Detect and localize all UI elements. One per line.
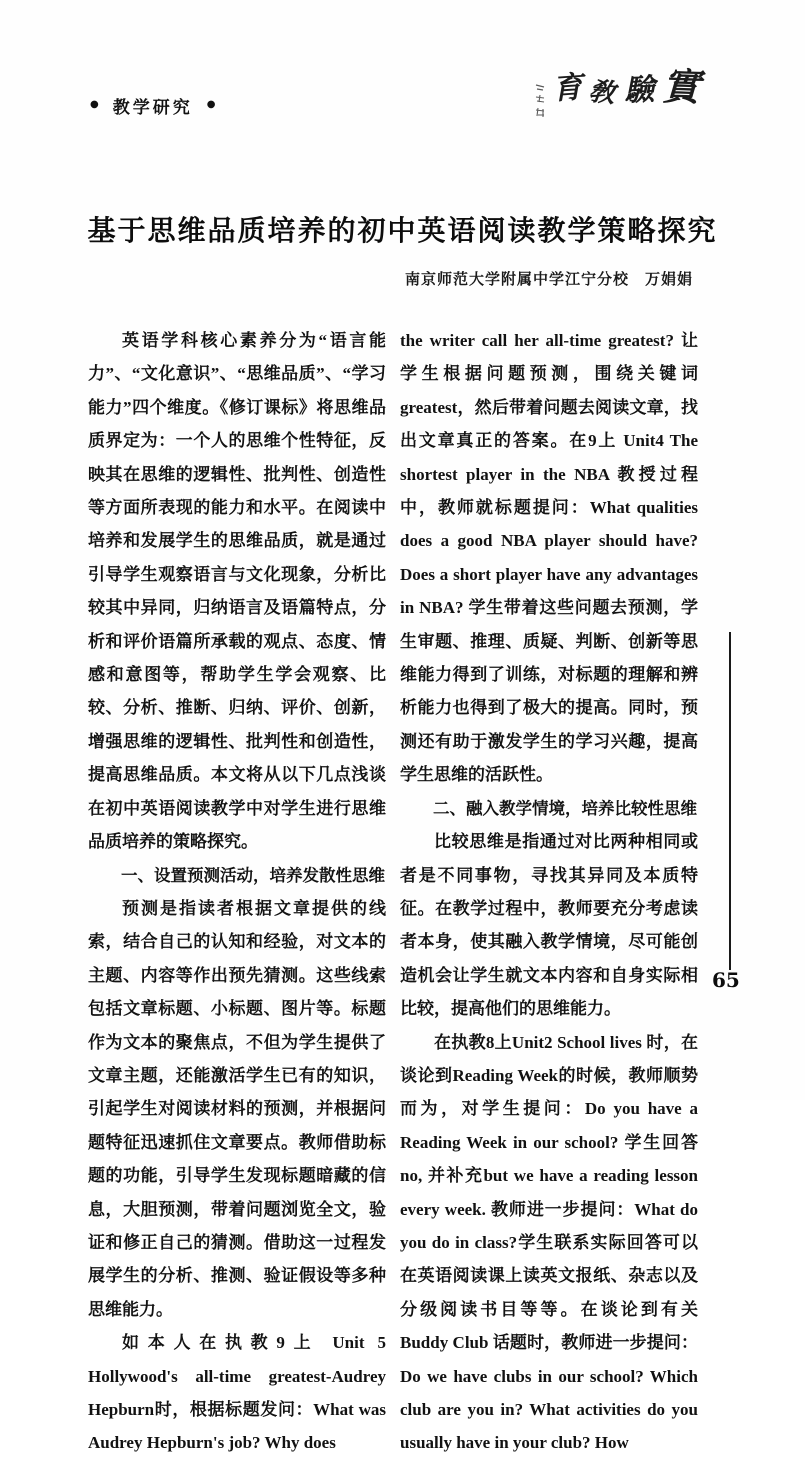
calligraphy-signature-marks-icon — [534, 82, 546, 127]
paragraph: 预测是指读者根据文章提供的线索，结合自己的认知和经验，对文本的主题、内容等作出预先猜测。这些线索包括文章标题、小标题、图片等。标题作为文本的聚焦点，不但为学生提供了文章主题，还能激活学生已有的知识，引起学生对阅读材料的预测，并根据问题特征迅速抓住文章要点。教师借助标题的功能，引导学生发现标题暗藏的信息，大胆预测，带着问题浏览全文，验证和修正自己的猜测。借助这一过程发展学生的分析、推测、验证假设等多种思维能力。 — [88, 898, 386, 1319]
calligraphy-char: 實 — [661, 63, 701, 110]
paragraph: 在执教8上Unit2 School lives 时，在谈论到Reading Week的时候，教师顺势而为，对学生提问：Do you have a Reading Week in our school? 学生回答no, 并补充but we have a reading lesson every week. 教师进一步提问：What do you do in class?学生联系实际回答可以在英语阅读课上读英文报纸、杂志以及分级阅读书目等等。在谈论到有关Buddy Club 话题时，教师进一步提问：Do we have clubs in our school? Which club are you in? What activities do you usually have in your club? How — [400, 1032, 698, 1453]
section-tag — [90, 93, 215, 118]
left-column — [88, 324, 386, 1460]
article-body — [88, 324, 698, 1460]
page-number: 65 — [712, 968, 740, 992]
calligraphy-char: 育 — [551, 69, 584, 107]
calligraphy-char: 敎 — [587, 76, 617, 110]
bullet-icon: ● — [206, 99, 216, 110]
section-heading: 一、设置预测活动，培养发散性思维 — [121, 865, 385, 885]
author-byline: 南京师范大学附属中学江宁分校 万娟娟 — [404, 272, 693, 288]
paragraph: 如本人在执教9上 Unit 5 Hollywood's all-time greatest-Audrey Hepburn时，根据标题发问：What was Audrey Hepburn's job? Why does — [88, 1333, 386, 1453]
paragraph: 比较思维是指通过对比两种相同或者是不同事物，寻找其异同及本质特征。在教学过程中，教师要充分考虑读者本身，使其融入教学情境，尽可能创造机会让学生就文本内容和自身实际相比较，提高他们的思维能力。 — [400, 832, 698, 1019]
bullet-icon: ● — [90, 99, 99, 110]
journal-calligraphy-logo — [534, 63, 709, 134]
section-label: 教学研究 — [112, 98, 193, 118]
section-heading: 二、融入教学情境，培养比较性思维 — [433, 798, 697, 818]
paragraph: 英语学科核心素养分为“语言能力”、“文化意识”、“思维品质”、“学习能力”四个维度。《修订课标》将思维品质界定为：一个人的思维个性特征，反映其在思维的逻辑性、批判性、创造性等方面所表现的能力和水平。在阅读中培养和发展学生的思维品质，就是通过引导学生观察语言与文化现象，分析比较其中异同，归纳语言及语篇特点，分析和评价语篇所承载的观点、态度、情感和意图等，帮助学生学会观察、比较、分析、推断、归纳、评价、创新，增强思维的逻辑性、批判性和创造性，提高思维品质。本文将从以下几点浅谈在初中英语阅读教学中对学生进行思维品质培养的策略探究。 — [88, 331, 386, 852]
calligraphy-text — [551, 63, 701, 110]
right-column — [400, 324, 698, 1460]
calligraphy-char: 驗 — [623, 72, 656, 109]
paragraph-continuation: the writer call her all-time greatest? 让学生根据问题预测，围绕关键词greatest，然后带着问题去阅读文章，找出文章真正的答案。在9上 Unit4 The shortest player in the NBA 教授过程中，教师就标题提问：What qualities does a good NBA player should have? Does a short player have any advantages in NBA? 学生带着这些问题去预测，学生审题、推理、质疑、判断、创新等思维能力得到了训练，对标题的理解和辨析能力也得到了极大的提高。同时，预测还有助于激发学生的学习兴趣，提高学生思维的活跃性。 — [400, 331, 698, 785]
article-title: 基于思维品质培养的初中英语阅读教学策略探究 — [87, 213, 718, 247]
page-edge-rule — [729, 632, 731, 970]
